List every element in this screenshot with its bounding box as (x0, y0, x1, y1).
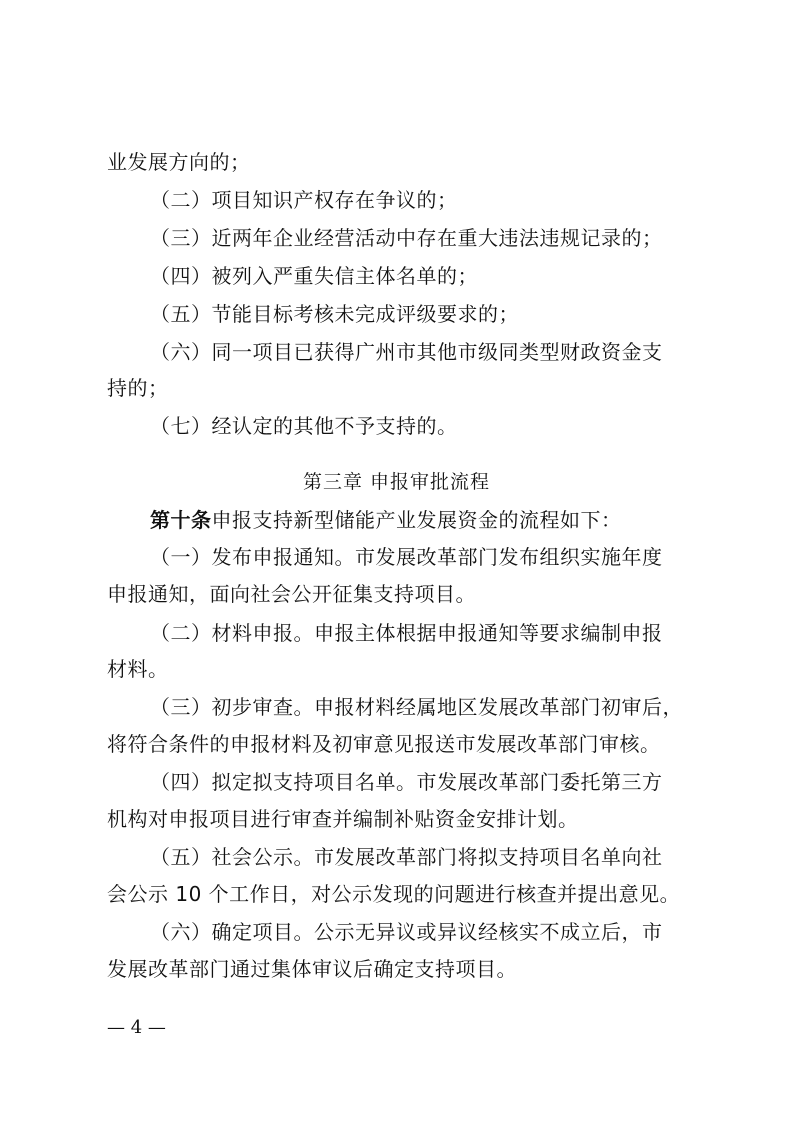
text-line: 发展改革部门通过集体审议后确定支持项目。 (107, 957, 517, 981)
text-line: （五）节能目标考核未完成评级要求的； (150, 302, 519, 326)
text-line: （二）材料申报。申报主体根据申报通知等要求编制申报 (150, 621, 663, 645)
article-text: 申报支持新型储能产业发展资金的流程如下： (211, 508, 622, 532)
text-line: 业发展方向的； (107, 150, 251, 174)
text-line: （四）被列入严重失信主体名单的； (150, 264, 478, 288)
article-line (150, 506, 697, 534)
text-line: （四）拟定拟支持项目名单。市发展改革部门委托第三方 (150, 770, 663, 794)
text-line: 申报通知，面向社会公开征集支持项目。 (107, 582, 476, 606)
text-line: （三）初步审查。申报材料经属地区发展改革部门初审后， (150, 695, 683, 719)
text-line: （二）项目知识产权存在争议的； (150, 188, 458, 212)
text-line: （六）同一项目已获得广州市其他市级同类型财政资金支 (150, 340, 663, 364)
chapter-heading: 第三章 申报审批流程 (302, 471, 491, 493)
text-line: （五）社会公示。市发展改革部门将拟支持项目名单向社 (150, 845, 663, 869)
text-line: （七）经认定的其他不予支持的。 (150, 414, 458, 438)
text-line: 持的； (107, 376, 169, 400)
text-line: （一）发布申报通知。市发展改革部门发布组织实施年度 (150, 545, 663, 569)
article-label: 第十条 (150, 508, 212, 532)
text-line: 会公示 10 个工作日，对公示发现的问题进行核查并提出意见。 (107, 882, 681, 906)
text-line: 材料。 (107, 657, 169, 681)
page-number: — 4 — (107, 1017, 166, 1038)
text-line: （六）确定项目。公示无异议或异议经核实不成立后，市 (150, 920, 663, 944)
text-line: 机构对申报项目进行审查并编制补贴资金安排计划。 (107, 807, 579, 831)
text-line: （三）近两年企业经营活动中存在重大违法违规记录的； (150, 226, 663, 250)
text-line: 将符合条件的申报材料及初审意见报送市发展改革部门审核。 (107, 732, 661, 756)
